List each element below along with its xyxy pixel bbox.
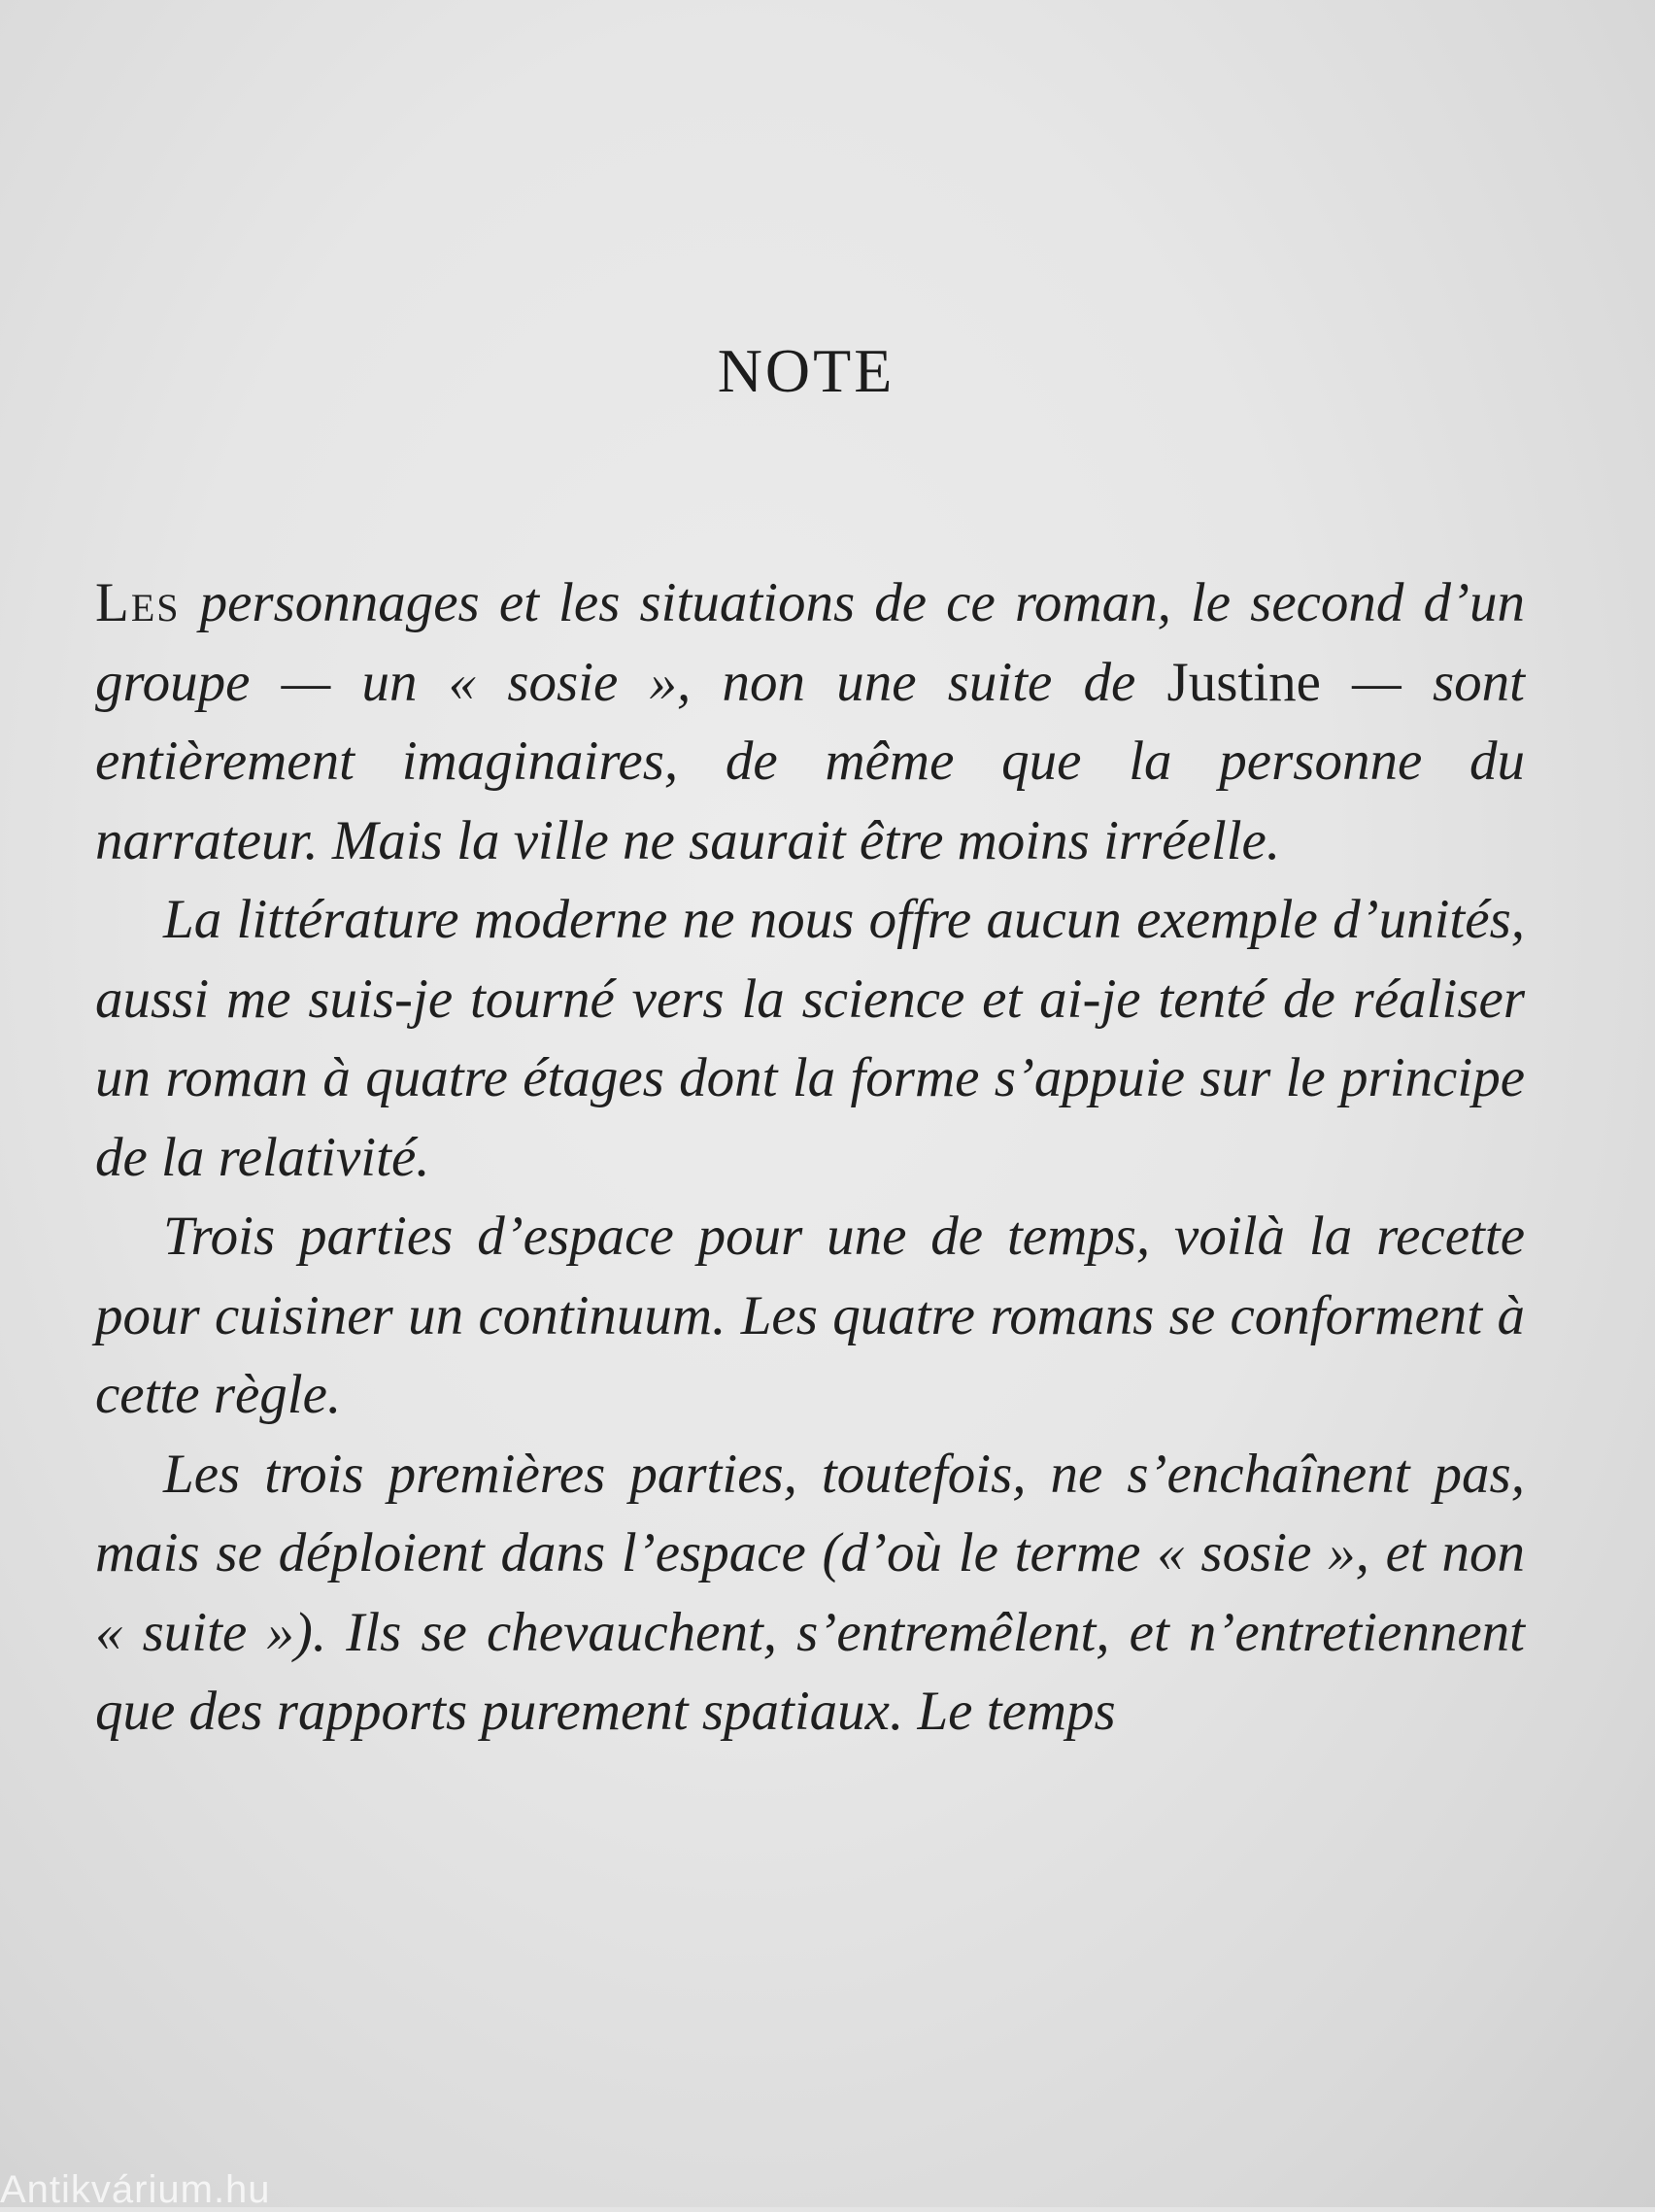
page-title: NOTE (717, 336, 895, 405)
paragraph-3: Trois parties d’espace pour une de temps, voilà la recette pour cuisiner un continuum. Les quatre romans se conforment à cette règle. (95, 1206, 1525, 1425)
paragraph-2: La littérature moderne ne nous offre aucun exemple d’unités, aussi me suis-je tourné vers la science et ai-je tenté de réaliser un roman à quatre étages dont la forme s’appuie sur le principe de la relativité. (95, 889, 1525, 1188)
book-title-justine: Justine (1166, 651, 1321, 713)
paragraph-1-lead: Les (95, 572, 181, 633)
paragraph-4: Les trois premières parties, toutefois, ne s’enchaînent pas, mais se déploient dans l’espace (d’où le terme « sosie », et non « suite »). Ils se chevauchent, s’entremêlent, et n’entretiennent que des rapports purement spatiaux. Le temps (95, 1443, 1525, 1742)
watermark: Antikvárium.hu (0, 2168, 271, 2211)
paragraph-1 (95, 563, 1525, 880)
note-body (95, 563, 1525, 1752)
paragraph-1-text-a: personnages et les situations de ce roman, le second d’un groupe — un « sosie », non une suite de (95, 572, 1525, 713)
paragraph-1-text-b: — sont entièrement imaginaires, de même que la personne du narrateur. Mais la ville ne saurait être moins irréelle. (95, 651, 1525, 871)
